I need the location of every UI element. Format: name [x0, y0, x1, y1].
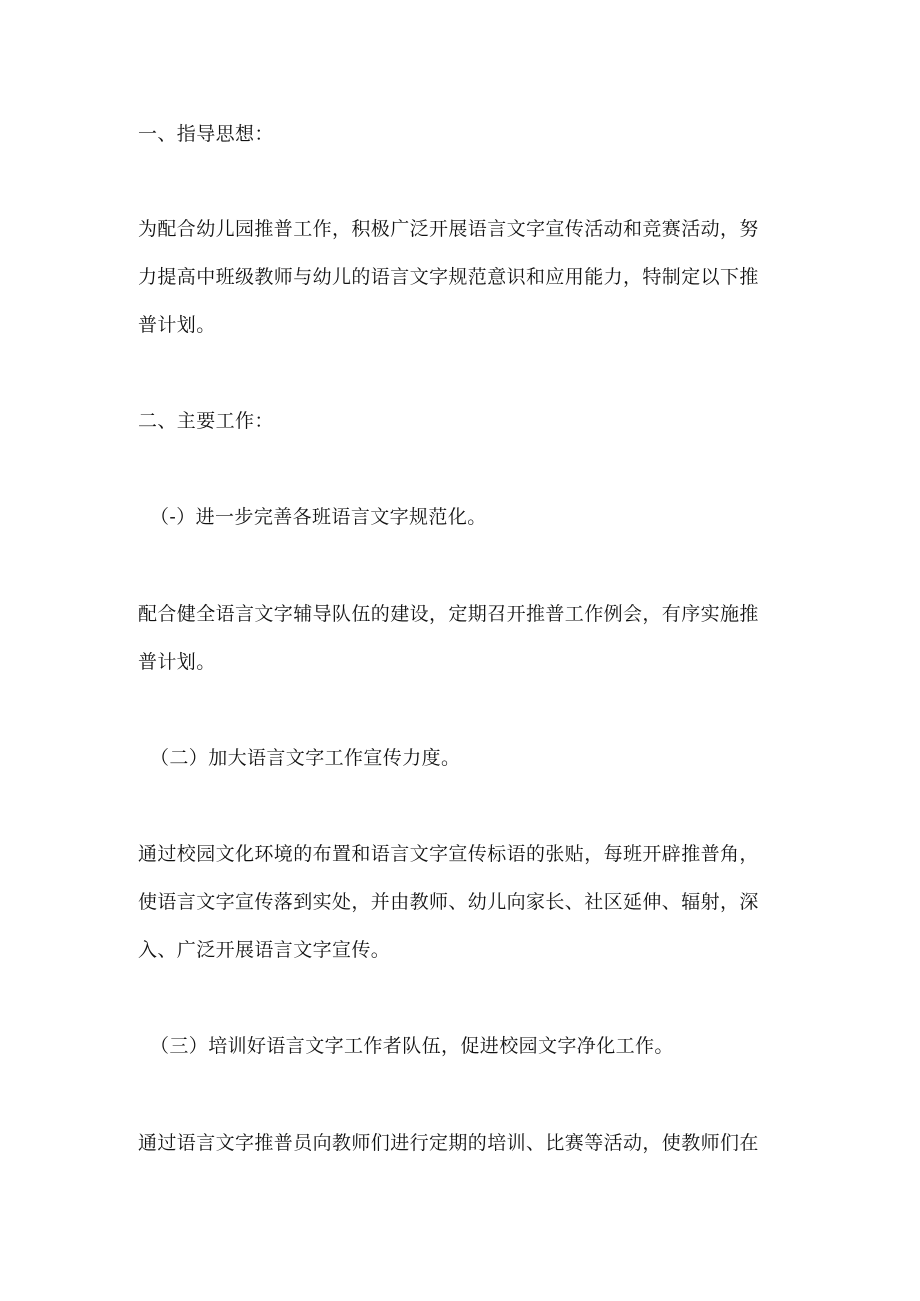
paragraph-line: 普计划。: [138, 314, 216, 336]
paragraph-line: 入、广泛开展语言文字宣传。: [138, 939, 391, 961]
section-heading-guiding-ideology: 一、指导思想：: [138, 123, 274, 145]
paragraph-line: 通过校园文化环境的布置和语言文字宣传标语的张贴，每班开辟推普角，: [138, 843, 759, 865]
section-heading-main-work: 二、主要工作：: [138, 410, 274, 432]
paragraph-line: 为配合幼儿园推普工作，积极广泛开展语言文字宣传活动和竞赛活动，努: [138, 218, 759, 240]
paragraph-line: 配合健全语言文字辅导队伍的建设，定期召开推普工作例会，有序实施推: [138, 603, 759, 625]
paragraph-line: 普计划。: [138, 651, 216, 673]
paragraph-line: 通过语言文字推普员向教师们进行定期的培训、比赛等活动，使教师们在: [138, 1132, 759, 1154]
subheading-publicity: （二）加大语言文字工作宣传力度。: [150, 747, 461, 769]
subheading-standardization: （-）进一步完善各班语言文字规范化。: [150, 506, 487, 528]
paragraph-line: 力提高中班级教师与幼儿的语言文字规范意识和应用能力，特制定以下推: [138, 266, 759, 288]
paragraph-line: 使语言文字宣传落到实处，并由教师、幼儿向家长、社区延伸、辐射，深: [138, 891, 759, 913]
subheading-training: （三）培训好语言文字工作者队伍，促进校园文字净化工作。: [150, 1035, 674, 1057]
